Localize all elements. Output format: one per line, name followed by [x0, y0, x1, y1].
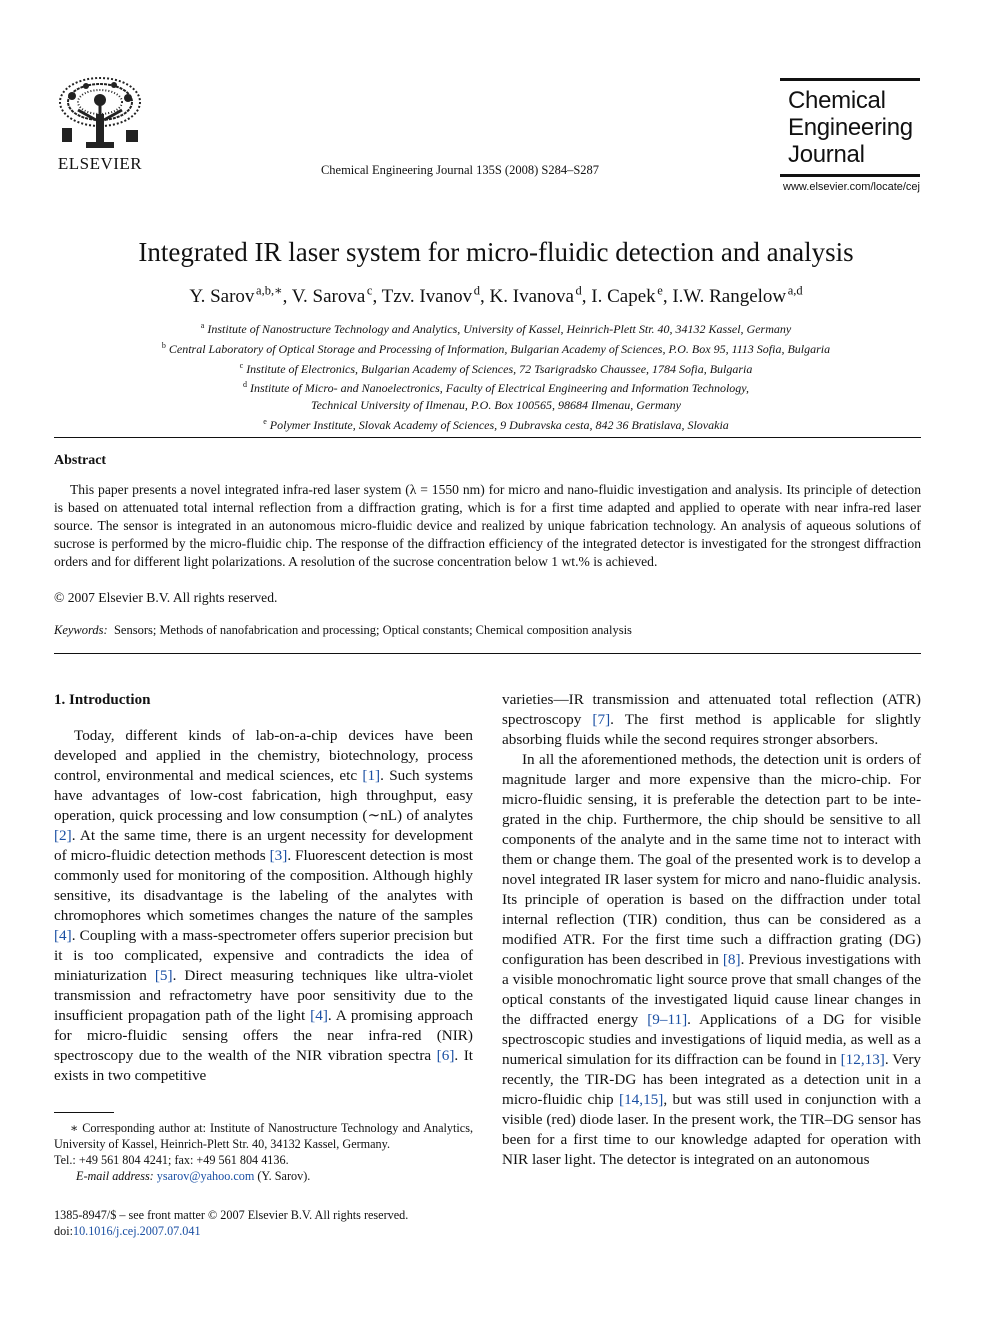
- author: Y. Sarov $^{a,b,∗}$,: [189, 284, 292, 308]
- body-text: In all the aforementioned methods, the detection unit is orders of magnitude larger and more expensive than the micro-chip. For micro-fluidic sensing, it is preferable the detection part to be integrated in the chip. Furthermore, the chip should be sensitive to all components of the analyte and in the same time not to interact with them or change them. The goal of the presented work is to develop a novel integrated IR laser system for micro and nano-fluidic analysis. Its principle of operation is based on the diffraction under total internal reflection (TIR) condition, thus can be considered as a modified ATR. For the first time such a diffraction grating (DG) configuration has been described in: [502, 751, 921, 968]
- divider: [54, 437, 921, 438]
- body-text: . Coupling with a mass-spectrometer offers superior precision but it is too complicated, expensive and contradicts the idea of miniaturization: [54, 927, 473, 984]
- citation-link[interactable]: [14,15]: [619, 1091, 664, 1108]
- body-text: varieties—IR transmission and attenuated total reflection (ATR) spectroscopy: [502, 691, 921, 728]
- affiliation: $^e$ Polymer Institute, Slovak Academy of Sciences, 9 Dubravska cesta, 842 36 Bratislava, Slovakia: [263, 416, 729, 432]
- journal-name-line: Chemical: [788, 87, 886, 114]
- citation-link[interactable]: [12,13]: [840, 1051, 885, 1068]
- citation-link[interactable]: [3]: [269, 847, 288, 864]
- body-text: Today, different kinds of lab-on-a-chip devices have been developed and applied in the chemistry, biotechnology, process control, environmental and medical sciences, etc: [54, 727, 473, 784]
- author-affil-marks: d: [575, 284, 582, 298]
- journal-masthead: [780, 78, 920, 193]
- abstract-heading: Abstract: [54, 453, 107, 468]
- body-text: , but was still used in conjunction with a visible (red) diode laser. In the present work, the TIR–DG sensor has been for a first time to our knowledge adapted for operation with NIR laser light. The detector is integrated on an autonomous: [502, 1091, 921, 1168]
- column-left: [54, 690, 473, 1086]
- contact-phone: Tel.: +49 561 804 4241; fax: +49 561 804 4136.: [54, 1153, 289, 1167]
- keywords-label: Keywords:: [54, 623, 108, 637]
- email-link[interactable]: ysarov@yahoo.com: [156, 1169, 255, 1183]
- body-paragraph: [502, 750, 921, 1170]
- issn-line: 1385-8947/$ – see front matter © 2007 Elsevier B.V. All rights reserved.: [54, 1208, 409, 1222]
- author: Tzv. Ivanov $^d$,: [381, 284, 490, 308]
- corresponding-author: Corresponding author at: Institute of Nanostructure Technology and Analytics, University of Kassel, Heinrich-Plett Str. 40, 34132 Kassel, Germany.: [54, 1121, 473, 1151]
- abstract-copyright: © 2007 Elsevier B.V. All rights reserved.: [54, 590, 278, 605]
- body-paragraph: [502, 690, 921, 750]
- affiliation: $^a$ Institute of Nanostructure Technology and Analytics, University of Kassel, Heinrich-Plett Str. 40, 34132 Kassel, Germany: [200, 321, 792, 336]
- affiliations: [40, 318, 952, 434]
- citation-link[interactable]: [5]: [154, 967, 173, 984]
- author-affil-marks: d: [473, 284, 481, 298]
- author: I.W. Rangelow $^{a,d}$: [672, 284, 803, 308]
- citation-link[interactable]: [9–11]: [647, 1011, 688, 1028]
- email-suffix: (Y. Sarov).: [254, 1169, 311, 1183]
- abstract-text: This paper presents a novel integrated infra-red laser system (λ = 1550 nm) for micro and nano-fluidic investigation and analysis. Its principle of detection is based on attenuated total internal reflection from a diffraction grating, which is for a first time adapted and applied to operate with near infra-red laser source. The sensor is integrated in an autonomous micro-fluidic device and realized by unique fabrication technology. An analysis of aqueous solutions of sucrose is performed by the micro-fluidic chip. The response of the diffraction efficiency of the integrated detector is investigated for the strongest diffraction orders and for different light polarizations. A resolution of the sucrose concentration below 1 wt.% is achieved.: [54, 482, 921, 569]
- author: V. Sarova $^c$,: [291, 284, 382, 308]
- body-text: . It exists in two competitive: [54, 1047, 474, 1084]
- author-affil-marks: a,b,∗: [256, 284, 283, 298]
- affiliation: $^c$ Institute of Electronics, Bulgarian Academy of Sciences, 72 Tsarigradsko Chaussee, 1784 Sofia, Bulgaria: [239, 360, 753, 376]
- email-label: E-mail address:: [76, 1169, 154, 1183]
- journal-url[interactable]: www.elsevier.com/locate/cej: [783, 181, 920, 193]
- elsevier-logo: [52, 76, 148, 174]
- citation-link[interactable]: [6]: [436, 1047, 455, 1064]
- affiliation: $^b$ Central Laboratory of Optical Storage and Processing of Information, Bulgarian Academy of Sciences, P.O. Box 95, 1113 Sofia, Bulgaria: [161, 340, 831, 356]
- masthead-rule: [780, 174, 920, 177]
- footnote-mark: ∗: [70, 1121, 79, 1135]
- body-text: . At the same time, there is an urgent necessity for development of micro-fluidic detection methods: [54, 827, 473, 864]
- journal-citation: Chemical Engineering Journal 135S (2008) S284–S287: [320, 163, 600, 177]
- body-text: . A promising approach for micro-fluidic sensing offers the near infra-red (NIR) spectroscopy due to the wealth of the NIR vibration spectra: [54, 1007, 473, 1064]
- author-affil-marks: c: [366, 284, 373, 298]
- citation-link[interactable]: [7]: [592, 711, 611, 728]
- publisher-name: ELSEVIER: [57, 154, 143, 173]
- body-text: . The first method is applicable for slightly absorbing fluids while the second requires stronger absorbers.: [502, 711, 921, 748]
- tree-icon: [52, 76, 148, 152]
- citation-link[interactable]: [1]: [362, 767, 381, 784]
- column-right: [502, 690, 921, 1170]
- section-heading: 1. Introduction: [54, 692, 151, 708]
- journal-name-line: Journal: [788, 141, 865, 168]
- footnote: [54, 1120, 473, 1184]
- journal-name: [780, 81, 920, 174]
- body-text: . Fluorescent detection is most commonly used for monitoring of the composition. Although highly sensitive, its disadvantage is the labeling of the analytes with chromophores which sometimes changes the nature of the samples: [54, 847, 473, 924]
- citation-link[interactable]: [4]: [310, 1007, 328, 1024]
- author: K. Ivanova $^d$,: [489, 284, 592, 308]
- keywords: [54, 623, 632, 638]
- body-paragraph: [54, 726, 473, 1086]
- author-list: [40, 283, 952, 308]
- doi-label: doi:: [54, 1224, 73, 1238]
- front-matter: [54, 1207, 408, 1239]
- divider: [54, 653, 921, 654]
- citation-link[interactable]: [8]: [722, 951, 741, 968]
- affiliation: $^d$ Institute of Micro- and Nanoelectronics, Faculty of Electrical Engineering and Information Technology,: [243, 380, 749, 396]
- citation-link[interactable]: [2]: [54, 827, 72, 844]
- author-affil-marks: a,d: [787, 284, 803, 298]
- body-text: . Direct measuring techniques like ultra-violet transmission and refractometry have poor sensitivity due to the insufficient propagation path of the light: [54, 967, 473, 1024]
- doi-link[interactable]: 10.1016/j.cej.2007.07.041: [72, 1224, 201, 1238]
- paper-title: Integrated IR laser system for micro-fluidic detection and analysis: [138, 237, 854, 267]
- journal-name-line: Engineering: [788, 114, 913, 141]
- body-text: . Previous investigations with a visible monochromatic light source prove that small changes of the optical constants of the investigated liquid cause linear changes in the diffracted energy: [502, 951, 921, 1028]
- keywords-text: Sensors; Methods of nanofabrication and processing; Optical constants; Chemical composition analysis: [113, 623, 632, 637]
- body-text: . Very recently, the TIR-DG has been integrated as a detection unit in a micro-fluidic chip: [502, 1051, 921, 1108]
- affiliation: Technical University of Ilmenau, P.O. Box 100565, 98684 Ilmenau, Germany: [311, 398, 681, 413]
- body-text: . Applications of a DG for visible spectroscopic studies and investigations of liquid media, as well as a numerical simulation for its diffraction can be found in: [502, 1011, 921, 1068]
- author: I. Capek $^e$,: [591, 284, 673, 308]
- footnote-rule: [54, 1112, 114, 1113]
- citation-link[interactable]: [4]: [54, 927, 72, 944]
- author-affil-marks: e: [657, 284, 663, 298]
- body-text: . Such systems have advantages of low-cost fabrication, high throughput, easy operation, quick processing and low consumption (∼nL) of analytes: [54, 767, 473, 824]
